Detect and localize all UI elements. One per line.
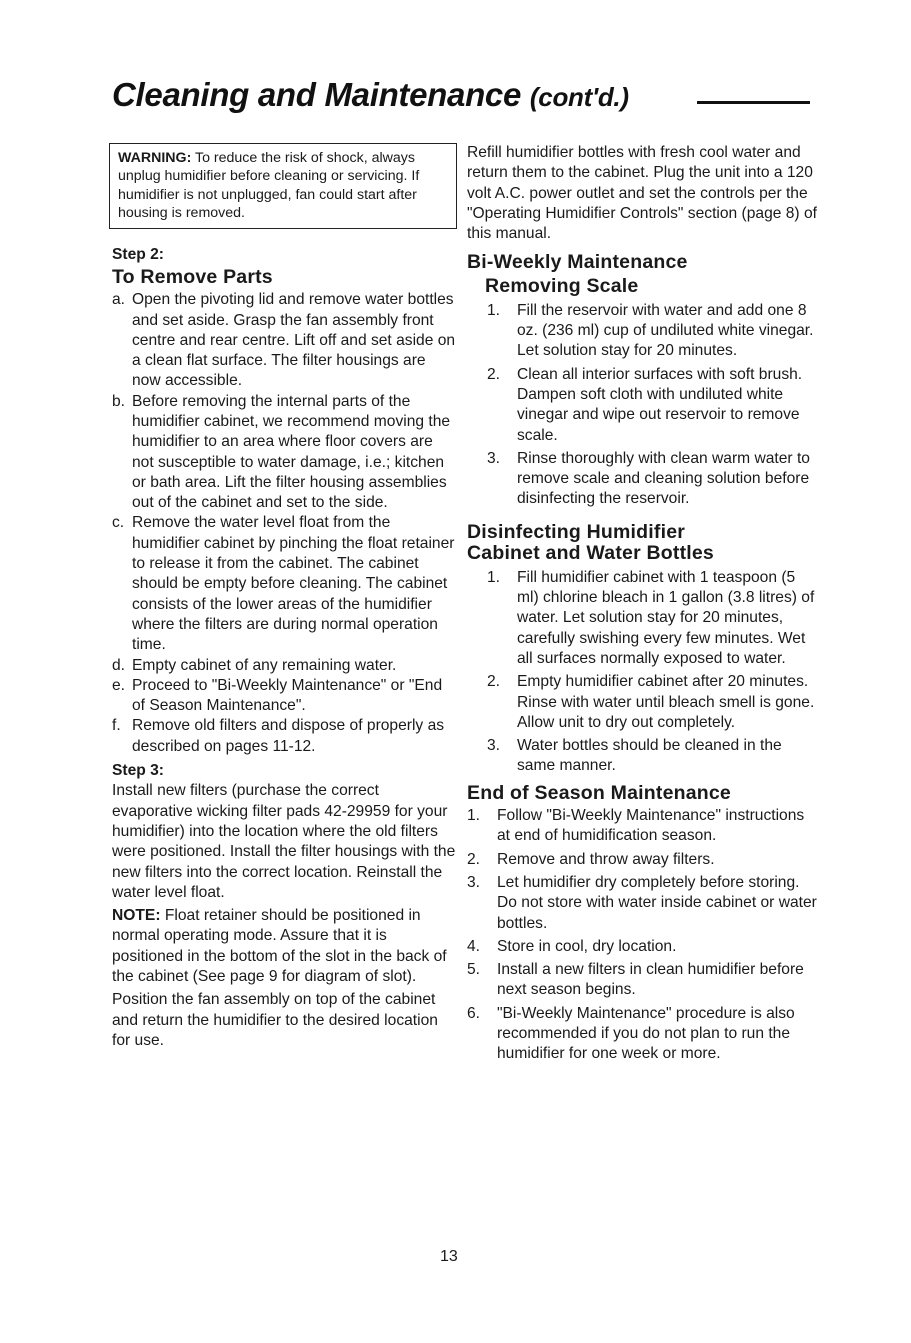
list-marker: 1.	[487, 301, 501, 319]
list-text: Water bottles should be cleaned in the same manner.	[517, 737, 782, 775]
step2-heading: To Remove Parts	[112, 265, 273, 288]
right-column	[467, 143, 817, 1068]
list-item	[487, 736, 817, 777]
list-item	[112, 513, 457, 655]
list-item	[467, 1004, 817, 1065]
list-marker: 1.	[467, 807, 481, 825]
warning-label: WARNING:	[118, 150, 192, 166]
list-marker: 4.	[467, 937, 481, 955]
list-item	[112, 392, 457, 514]
list-text: Open the pivoting lid and remove water bottles and set aside. Grasp the fan assembly front centre and rear centre. Lift off and set aside on a clean flat surface. The filter housings are now accessible.	[132, 291, 456, 390]
list-text: Remove and throw away filters.	[497, 850, 715, 868]
list-item	[487, 365, 817, 446]
list-marker: 3.	[487, 449, 501, 467]
scale-list	[487, 301, 817, 510]
list-marker: 2.	[487, 673, 501, 691]
list-text: Remove old filters and dispose of properly as described on pages 11-12.	[132, 717, 445, 755]
list-text: Remove the water level float from the humidifier cabinet by pinching the float retainer to release it from the cabinet. The cabinet should be empty before cleaning. The cabinet consists of the lower areas of the humidifier where the filters are during normal operation time.	[132, 514, 455, 654]
list-text: Follow "Bi-Weekly Maintenance" instructions at end of humidification season.	[497, 807, 805, 845]
list-marker: b.	[112, 392, 126, 410]
list-text: Before removing the internal parts of the humidifier cabinet, we recommend moving the humidifier to an area where floor covers are not susceptible to water damage, i.e.; kitchen or bath area. Lift the filter housing assemblies out of the cabinet and set to the side.	[132, 392, 451, 512]
list-marker: 3.	[467, 873, 481, 891]
list-item	[467, 850, 817, 870]
disinfect-list	[487, 568, 817, 777]
page-header	[112, 76, 812, 126]
list-item	[487, 568, 817, 669]
list-marker: a.	[112, 291, 126, 309]
list-item	[467, 937, 817, 957]
disinfect-heading	[467, 522, 817, 564]
list-item	[487, 301, 817, 362]
title-main: Cleaning and Maintenance	[112, 76, 522, 113]
list-item	[112, 676, 457, 717]
list-item	[467, 960, 817, 1001]
scale-heading: Removing Scale	[485, 274, 639, 297]
list-item	[112, 656, 457, 676]
list-text: Rinse thoroughly with clean warm water to remove scale and cleaning solution before disinfecting the reservoir.	[517, 449, 810, 508]
eos-list	[467, 806, 817, 1065]
warning-box	[109, 143, 457, 229]
list-text: Store in cool, dry location.	[497, 937, 677, 955]
list-item	[467, 873, 817, 934]
step3-paragraph: Install new filters (purchase the correct evaporative wicking filter pads 42-29959 for your humidifier) into the location where the old filters were positioned. Install the filter housings with the new filters into the correct location. Reinstall the water level float.	[112, 782, 456, 901]
list-text: Clean all interior surfaces with soft brush. Dampen soft cloth with undiluted white vinegar and wipe out reservoir to remove scale.	[517, 365, 803, 444]
list-marker: d.	[112, 656, 126, 674]
list-marker: 3.	[487, 737, 501, 755]
list-text: Fill the reservoir with water and add one 8 oz. (236 ml) cup of undiluted white vinegar. Let solution stay for 20 minutes.	[517, 301, 814, 360]
list-marker: 6.	[467, 1004, 481, 1022]
list-text: Let humidifier dry completely before storing. Do not store with water inside cabinet or water bottles.	[497, 873, 817, 932]
step3-note	[112, 906, 457, 987]
list-text: Fill humidifier cabinet with 1 teaspoon (5 ml) chlorine bleach in 1 gallon (3.8 litres) of water. Let solution stay for 20 minutes, carefully swishing every few minutes. Wet all surfaces normally exposed to water.	[517, 568, 815, 667]
list-marker: e.	[112, 676, 126, 694]
list-item	[112, 290, 457, 391]
eos-heading: End of Season Maintenance	[467, 781, 731, 804]
title-rule	[697, 101, 810, 104]
disinfect-heading-line2: Cabinet and Water Bottles	[467, 541, 714, 564]
page-title	[112, 76, 629, 114]
list-item	[487, 672, 817, 733]
left-column	[112, 143, 457, 1051]
list-marker: 1.	[487, 568, 501, 586]
list-text: Empty humidifier cabinet after 20 minutes. Rinse with water until bleach smell is gone. Allow unit to dry out completely.	[517, 673, 815, 731]
step2-label: Step 2:	[112, 245, 164, 263]
list-text: Proceed to "Bi-Weekly Maintenance" or "End of Season Maintenance".	[132, 676, 443, 715]
list-item	[487, 449, 817, 510]
list-item	[467, 806, 817, 847]
refill-paragraph: Refill humidifier bottles with fresh cool water and return them to the cabinet. Plug the unit into a 120 volt A.C. power outlet and set the controls per the "Operating Humidifier Controls" section (page 8) of this manual.	[467, 144, 817, 243]
title-continued: (cont'd.)	[529, 82, 629, 112]
page-number: 13	[440, 1248, 458, 1265]
warning-text: To reduce the risk of shock, always unplug humidifier before cleaning or servicing. If humidifier is not unplugged, fan could start after housing is removed.	[118, 150, 420, 222]
list-text: Empty cabinet of any remaining water.	[132, 656, 397, 674]
disinfect-heading-line1: Disinfecting Humidifier	[467, 520, 686, 543]
step3-closing: Position the fan assembly on top of the cabinet and return the humidifier to the desired location for use.	[112, 991, 438, 1049]
note-label: NOTE:	[112, 907, 161, 925]
biweekly-heading: Bi-Weekly Maintenance	[467, 251, 688, 274]
list-text: Install a new filters in clean humidifier before next season begins.	[497, 961, 804, 999]
list-text: "Bi-Weekly Maintenance" procedure is also recommended if you do not plan to run the humidifier for one week or more.	[497, 1004, 795, 1063]
list-marker: 5.	[467, 961, 481, 979]
step3-label: Step 3:	[112, 762, 164, 780]
list-marker: c.	[112, 514, 125, 532]
note-text: Float retainer should be positioned in normal operating mode. Assure that it is positioned in the bottom of the slot in the back of the cabinet (See page 9 for diagram of slot).	[112, 907, 447, 986]
list-marker: f.	[112, 717, 121, 735]
list-marker: 2.	[487, 365, 501, 383]
list-marker: 2.	[467, 850, 481, 868]
list-item	[112, 716, 457, 757]
step2-list	[112, 290, 457, 757]
